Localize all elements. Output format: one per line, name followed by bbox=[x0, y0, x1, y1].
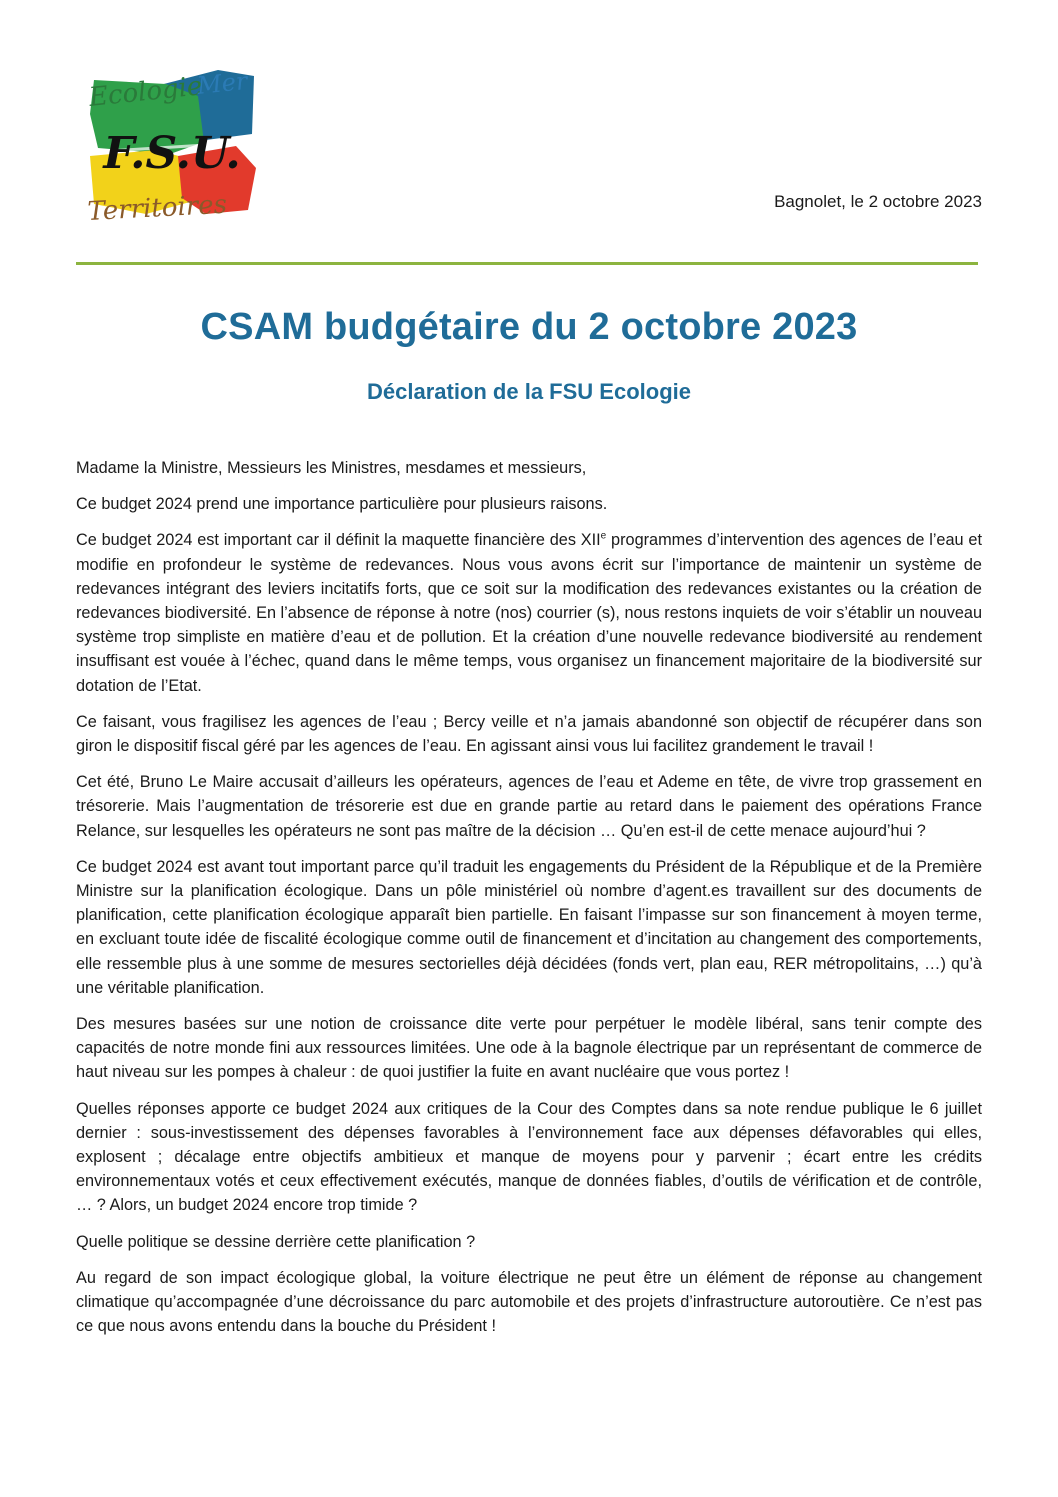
paragraph: Ce faisant, vous fragilisez les agences de l’eau ; Bercy veille et n’a jamais abandonné son objectif de récupérer dans son giron le dispositif fiscal géré par les agences de l’eau. En agissant ainsi vous lui facilitez grandement le travail ! bbox=[76, 712, 982, 756]
paragraph: Quelle politique se dessine derrière cette planification ? bbox=[76, 1232, 476, 1251]
paragraph: Des mesures basées sur une notion de croissance dite verte pour perpétuer le modèle libéral, sans tenir compte des capacités de notre monde fini aux ressources limitées. Une ode à la bagnole électrique par un représentant de commerce de haut niveau sur les pompes à chaleur : de quoi justifier la fuite en avant nucléaire que vous portez ! bbox=[76, 1015, 982, 1082]
logo-text-top: Ecologie bbox=[87, 71, 204, 113]
document-date: Bagnolet, le 2 octobre 2023 bbox=[774, 192, 982, 211]
document-body bbox=[76, 456, 982, 1351]
paragraph-salutation: Madame la Ministre, Messieurs les Ministres, mesdames et messieurs, bbox=[76, 459, 587, 477]
header-divider bbox=[76, 262, 978, 265]
document-title: CSAM budgétaire du 2 octobre 2023 bbox=[200, 306, 858, 348]
paragraph-text: Ce budget 2024 est important car il définit la maquette financière des XII bbox=[76, 531, 601, 550]
paragraph: Au regard de son impact écologique global, la voiture électrique ne peut être un élément de réponse au changement climatique qu’accompagnée d’une décroissance du parc automobile et des projets d’infrastructure autoroutière. Ce n’est pas ce que nous avons entendu dans la bouche du Président ! bbox=[76, 1268, 982, 1336]
logo-text-center: F.S.U. bbox=[103, 128, 241, 179]
fsu-logo bbox=[86, 64, 258, 230]
superscript: e bbox=[600, 530, 607, 542]
document-subtitle: Déclaration de la FSU Ecologie bbox=[367, 379, 691, 404]
paragraph: Cet été, Bruno Le Maire accusait d’ailleurs les opérateurs, agences de l’eau et Ademe en tête, de vivre trop grassement en trésorerie. Mais l’augmentation de trésorerie est due en grande partie au retard dans le paiement des opérations France Relance, sur lesquelles les opérateurs ne sont pas maître de la décision … Qu’en est-il de cette menace aujourd’hui ? bbox=[76, 773, 982, 840]
paragraph: Ce budget 2024 est avant tout important parce qu’il traduit les engagements du Président de la République et de la Première Ministre sur la planification écologique. Dans un pôle ministériel où nombre d’agent.es travaillent sur des documents de planification, cette planification écologique apparaît bien partielle. En faisant l’impasse sur son financement à moyen terme, en excluant toute idée de fiscalité écologique comme outil de financement et d’incitation au changement des comportements, elle ressemble plus à une somme de mesures sectorielles déjà décidées (fonds vert, plan eau, RER métropolitains, …) qu’à une véritable planification. bbox=[76, 857, 982, 997]
paragraph: Quelles réponses apporte ce budget 2024 aux critiques de la Cour des Comptes dans sa note rendue publique le 6 juillet dernier : sous-investissement des dépenses favorables à l’environnement face aux dépenses défavorables qui elles, explosent ; décalage entre objectifs ambitieux et manque de moyens pour y parvenir ; écart entre les crédits environnementaux votés et ceux effectivement exécutés, manque de données fiables, d’outils de vérification et de contrôle, … ? Alors, un budget 2024 encore trop timide ? bbox=[76, 1099, 982, 1215]
paragraph: Ce budget 2024 prend une importance particulière pour plusieurs raisons. bbox=[76, 495, 608, 514]
paragraph-text: programmes d’intervention des agences de l’eau et modifie en profondeur le système de redevances. Nous vous avons écrit sur l’importance de maintenir un système de redevances intégrant des leviers incitatifs forts, que ce soit sur la modification des redevances existantes ou la création de redevances biodiversité. En l’absence de réponse à notre (nos) courrier (s), nous restons inquiets de voir s’établir un nouveau système trop simpliste en matière d’eau et de pollution. Et la création d’une nouvelle redevance biodiversité au rendement insuffisant est vouée à l’échec, quand dans le même temps, vous organisez un financement majoritaire de la biodiversité sur dotation de l’Etat. bbox=[76, 531, 982, 695]
logo-text-top-mer: Mer bbox=[195, 66, 249, 100]
paragraph bbox=[76, 528, 982, 697]
logo-text-bottom: Territoires bbox=[86, 189, 228, 227]
